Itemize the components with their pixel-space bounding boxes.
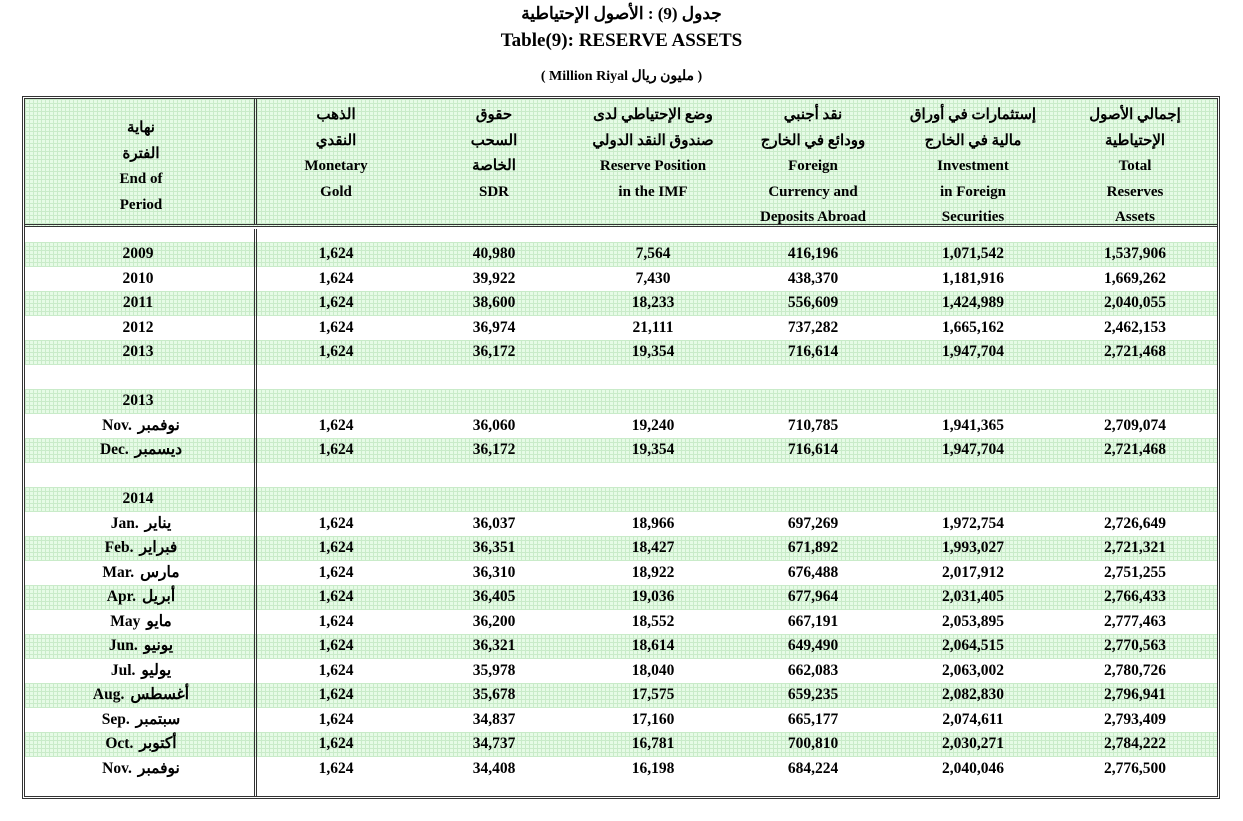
total-reserves-cell [1053,463,1217,488]
imf-position-cell: 19,354 [631,343,675,360]
header-inv-en1: Investment [937,158,1009,174]
total-reserves-cell: 2,726,649 [1104,514,1166,532]
period-label [123,340,160,365]
monetary-gold-cell: 1,624 [318,686,354,703]
investment-cell: 1,947,704 [942,441,1004,458]
period-cell [25,732,257,757]
period-label [111,659,171,684]
sdr-cell: 36,974 [472,318,516,336]
investment-cell [893,365,1053,390]
header-imf-en2: in the IMF [618,183,688,200]
period-english: Nov. [102,416,132,434]
foreign-currency-cell [733,365,893,390]
sdr-cell: 36,037 [472,514,516,532]
sdr-cell: 36,200 [472,612,516,630]
period-arabic: أغسطس [130,686,190,703]
sdr-cell: 34,408 [472,759,516,777]
period-arabic: أبريل [141,588,176,605]
total-reserves-cell: 1,537,906 [1104,245,1166,262]
header-inv-ar1: إستثمارات في أوراق [909,107,1037,123]
table-row [25,487,1217,512]
total-reserves-cell [1053,365,1217,390]
monetary-gold-cell: 1,624 [318,759,354,777]
period-label [102,757,180,782]
period-arabic: مارس [140,563,180,581]
header-total [1053,103,1217,231]
monetary-gold-cell [257,389,415,414]
period-arabic: نوفمبر [137,759,180,777]
investment-cell: 2,040,046 [942,759,1004,777]
table-row [25,267,1217,292]
investment-cell: 2,053,895 [942,612,1004,630]
foreign-currency-cell [733,389,893,414]
investment-cell: 2,082,830 [942,686,1004,703]
period-label [123,487,160,512]
period-label [105,732,176,757]
period-english: Jan. [110,514,139,532]
foreign-currency-cell: 676,488 [787,563,839,581]
foreign-currency-cell [733,487,893,512]
monetary-gold-cell: 1,624 [318,735,354,752]
monetary-gold-cell [257,463,415,488]
imf-position-cell: 18,614 [631,637,675,654]
total-reserves-cell: 2,770,563 [1104,637,1166,654]
period-cell [25,683,257,708]
header-total-en1: Total [1118,158,1152,174]
table-row [25,561,1217,586]
investment-cell [893,463,1053,488]
period-label [109,634,173,659]
header-gold-ar1: الذهب [316,107,356,123]
imf-position-cell: 17,575 [631,686,675,703]
investment-cell: 2,031,405 [942,588,1004,605]
table-row [25,340,1217,365]
period-english: Nov. [102,759,132,777]
table-row [25,708,1217,733]
table-row [25,683,1217,708]
header-period-en1: End of [119,171,163,187]
total-reserves-cell: 2,040,055 [1104,294,1166,311]
period-cell [25,267,257,292]
period-label [123,267,160,292]
total-reserves-cell: 2,751,255 [1104,563,1166,581]
imf-position-cell: 17,160 [631,710,675,728]
period-arabic: سبتمبر [135,710,181,728]
period-arabic: نوفمبر [137,416,180,434]
period-english: 2013 [122,343,154,360]
imf-position-cell: 18,922 [631,563,675,581]
header-inv-en2: in Foreign [940,183,1006,200]
sdr-cell: 36,060 [472,416,516,434]
monetary-gold-cell: 1,624 [318,539,354,556]
imf-position-cell: 21,111 [632,318,674,336]
period-english: Sep. [101,710,130,728]
header-period [25,116,257,218]
investment-cell: 1,071,542 [942,245,1004,262]
table-title-arabic: جدول (9) : الأصول الإحتياطية [521,4,722,23]
period-cell [25,536,257,561]
investment-cell: 1,993,027 [942,539,1004,556]
period-english: 2011 [122,294,154,311]
monetary-gold-cell: 1,624 [318,245,354,262]
imf-position-cell [573,487,733,512]
header-fx-en1: Foreign [788,158,838,174]
period-english: Aug. [92,686,125,703]
header-sdr-ar1: حقوق [475,107,513,123]
period-cell [25,389,257,414]
total-reserves-cell: 2,721,321 [1104,539,1166,556]
monetary-gold-cell: 1,624 [318,637,354,654]
sdr-cell: 36,351 [472,539,516,556]
column-divider [254,229,257,796]
total-reserves-cell: 2,709,074 [1104,416,1166,434]
period-cell [25,414,257,439]
header-monetary-gold [257,103,415,205]
investment-cell: 1,181,916 [942,269,1004,287]
imf-position-cell: 18,427 [631,539,675,556]
period-english: Feb. [104,539,134,556]
investment-cell [893,389,1053,414]
period-cell [25,438,257,463]
header-period-ar2: الفترة [122,145,160,162]
foreign-currency-cell: 684,224 [787,759,839,777]
unit-label: ( Million Riyal مليون ريال ) [540,69,703,84]
total-reserves-cell: 2,721,468 [1104,343,1166,360]
header-inv-ar2: مالية في الخارج [924,132,1022,149]
period-cell [25,487,257,512]
table-row [25,585,1217,610]
imf-position-cell: 19,036 [631,588,675,605]
table-row [25,316,1217,341]
header-fx-ar2: وودائع في الخارج [760,132,866,149]
investment-cell: 1,424,989 [942,294,1004,311]
table-body [25,229,1217,796]
period-cell [25,340,257,365]
foreign-currency-cell: 716,614 [787,441,839,458]
foreign-currency-cell: 737,282 [787,318,839,336]
period-label [123,291,159,316]
sdr-cell: 39,922 [472,269,516,287]
foreign-currency-cell: 556,609 [787,294,839,311]
period-label [123,389,160,414]
foreign-currency-cell [733,463,893,488]
header-period-ar1: نهاية [127,120,155,136]
period-label [102,561,179,586]
imf-position-cell: 18,966 [631,514,675,532]
period-cell [25,610,257,635]
sdr-cell [415,365,573,390]
foreign-currency-cell: 665,177 [787,710,839,728]
sdr-cell: 36,321 [472,637,516,654]
period-label [110,610,172,635]
sdr-cell: 38,600 [472,294,516,311]
period-label [138,463,144,488]
table-row [25,634,1217,659]
period-cell [25,757,257,782]
sdr-cell: 36,172 [472,343,516,360]
table-row [25,365,1217,390]
header-gold-en1: Monetary [304,158,368,174]
investment-cell [893,487,1053,512]
header-period-en2: Period [119,196,163,213]
investment-cell: 2,017,912 [942,563,1004,581]
table-row [25,438,1217,463]
header-sdr [415,103,573,205]
total-reserves-cell: 2,462,153 [1104,318,1166,336]
period-label [107,585,175,610]
period-arabic: مايو [146,612,172,630]
total-reserves-cell [1053,389,1217,414]
period-english: 2010 [122,269,154,287]
table-row [25,659,1217,684]
sdr-cell: 34,737 [472,735,516,752]
period-arabic: يناير [144,514,172,532]
foreign-currency-cell: 677,964 [787,588,839,605]
sdr-cell [415,463,573,488]
investment-cell: 1,665,162 [942,318,1004,336]
table-row [25,512,1217,537]
imf-position-cell [573,365,733,390]
total-reserves-cell [1053,487,1217,512]
header-fx-en2: Currency and [768,183,858,200]
header-total-en3: Assets [1115,209,1155,225]
period-english: Oct. [105,735,134,752]
table-row [25,757,1217,782]
total-reserves-cell: 2,721,468 [1104,441,1166,458]
imf-position-cell: 7,564 [635,245,671,262]
imf-position-cell: 18,040 [631,661,675,679]
period-cell [25,634,257,659]
header-gold-ar2: النقدي [315,132,357,149]
monetary-gold-cell: 1,624 [318,294,354,311]
total-reserves-cell: 2,777,463 [1104,612,1166,630]
imf-position-cell: 19,240 [631,416,675,434]
header-inv-en3: Securities [941,209,1005,225]
period-label [100,438,182,463]
monetary-gold-cell: 1,624 [318,563,354,581]
monetary-gold-cell: 1,624 [318,612,354,630]
monetary-gold-cell: 1,624 [318,269,354,287]
monetary-gold-cell [257,487,415,512]
monetary-gold-cell: 1,624 [318,588,354,605]
table-header [25,99,1217,227]
header-sdr-ar3: الخاصة [472,158,516,174]
period-cell [25,242,257,267]
period-arabic: يوليو [141,661,172,679]
total-reserves-cell: 2,766,433 [1104,588,1166,605]
investment-cell: 2,074,611 [942,710,1004,728]
foreign-currency-cell: 659,235 [787,686,839,703]
period-cell [25,561,257,586]
reserve-assets-table [22,96,1220,799]
period-english: 2012 [122,318,154,336]
total-reserves-cell: 2,784,222 [1104,735,1166,752]
imf-position-cell: 7,430 [635,269,671,287]
table-row [25,291,1217,316]
table-row [25,610,1217,635]
period-english: Mar. [102,563,135,581]
investment-cell: 1,941,365 [942,416,1004,434]
imf-position-cell: 16,781 [631,735,675,752]
sdr-cell: 35,678 [472,686,516,703]
foreign-currency-cell: 662,083 [787,661,839,679]
header-imf-ar2: صندوق النقد الدولي [592,132,714,149]
monetary-gold-cell: 1,624 [318,661,354,679]
table-row [25,242,1217,267]
foreign-currency-cell: 700,810 [787,735,839,752]
header-total-ar2: الإحتياطية [1104,132,1166,149]
sdr-cell [415,487,573,512]
header-fx-en3: Deposits Abroad [760,209,866,225]
period-english: Jun. [108,637,138,654]
header-imf-ar1: وضع الإحتياطي لدى [593,107,713,123]
sdr-cell: 40,980 [472,245,516,262]
total-reserves-cell: 2,776,500 [1104,759,1166,777]
period-label [138,365,144,390]
column-divider [254,99,257,224]
header-foreign-currency [733,103,893,231]
table-row [25,389,1217,414]
monetary-gold-cell: 1,624 [318,343,354,360]
period-label [102,414,180,439]
imf-position-cell [573,463,733,488]
foreign-currency-cell: 667,191 [787,612,839,630]
foreign-currency-cell: 697,269 [787,514,839,532]
investment-cell: 2,063,002 [942,661,1004,679]
period-label [123,316,160,341]
period-english: Dec. [99,441,129,458]
sdr-cell: 36,405 [472,588,516,605]
table-row [25,463,1217,488]
foreign-currency-cell: 716,614 [787,343,839,360]
foreign-currency-cell: 710,785 [787,416,839,434]
header-sdr-ar2: السحب [470,132,518,149]
header-total-en2: Reserves [1106,183,1164,200]
total-reserves-cell: 2,793,409 [1104,710,1166,728]
period-english: 2009 [122,245,154,262]
monetary-gold-cell: 1,624 [318,710,354,728]
monetary-gold-cell [257,365,415,390]
imf-position-cell: 18,552 [631,612,675,630]
period-cell [25,463,257,488]
foreign-currency-cell: 438,370 [787,269,839,287]
table-row [25,536,1217,561]
monetary-gold-cell: 1,624 [318,441,354,458]
period-label [93,683,189,708]
imf-position-cell: 18,233 [631,294,675,311]
period-cell [25,585,257,610]
total-reserves-cell: 2,796,941 [1104,686,1166,703]
period-cell [25,708,257,733]
investment-cell: 2,030,271 [942,735,1004,752]
investment-cell: 2,064,515 [942,637,1004,654]
header-gold-en2: Gold [320,183,352,200]
period-label [105,536,178,561]
period-cell [25,659,257,684]
table-title-english: Table(9): RESERVE ASSETS [500,30,743,51]
header-imf-en1: Reserve Position [599,158,707,174]
period-label [111,512,172,537]
period-english: 2014 [122,490,154,507]
foreign-currency-cell: 671,892 [787,539,839,556]
imf-position-cell [573,389,733,414]
table-row [25,732,1217,757]
header-fx-ar1: نقد أجنبي [783,107,843,123]
monetary-gold-cell: 1,624 [318,318,354,336]
period-arabic: يونيو [143,637,174,654]
header-imf-position [573,103,733,205]
sdr-cell: 35,978 [472,661,516,679]
header-investment [893,103,1053,231]
period-arabic: أكتوبر [139,735,177,752]
table-row [25,414,1217,439]
period-cell [25,316,257,341]
foreign-currency-cell: 416,196 [787,245,839,262]
period-label [123,242,160,267]
period-cell [25,291,257,316]
foreign-currency-cell: 649,490 [787,637,839,654]
investment-cell: 1,972,754 [942,514,1004,532]
sdr-cell [415,389,573,414]
period-label [102,708,181,733]
header-total-ar1: إجمالي الأصول [1089,107,1181,123]
period-english: Apr. [106,588,136,605]
period-english: Jul. [110,661,136,679]
monetary-gold-cell: 1,624 [318,416,354,434]
period-arabic: ديسمبر [134,441,183,458]
total-reserves-cell: 1,669,262 [1104,269,1166,287]
total-reserves-cell: 2,780,726 [1104,661,1166,679]
imf-position-cell: 19,354 [631,441,675,458]
period-arabic: فبراير [139,539,178,556]
header-sdr-en: SDR [478,183,509,200]
sdr-cell: 36,310 [472,563,516,581]
monetary-gold-cell: 1,624 [318,514,354,532]
period-english: 2013 [122,392,154,409]
investment-cell: 1,947,704 [942,343,1004,360]
period-cell [25,365,257,390]
sdr-cell: 36,172 [472,441,516,458]
imf-position-cell: 16,198 [631,759,675,777]
period-english: May [110,612,141,630]
period-cell [25,512,257,537]
sdr-cell: 34,837 [472,710,516,728]
